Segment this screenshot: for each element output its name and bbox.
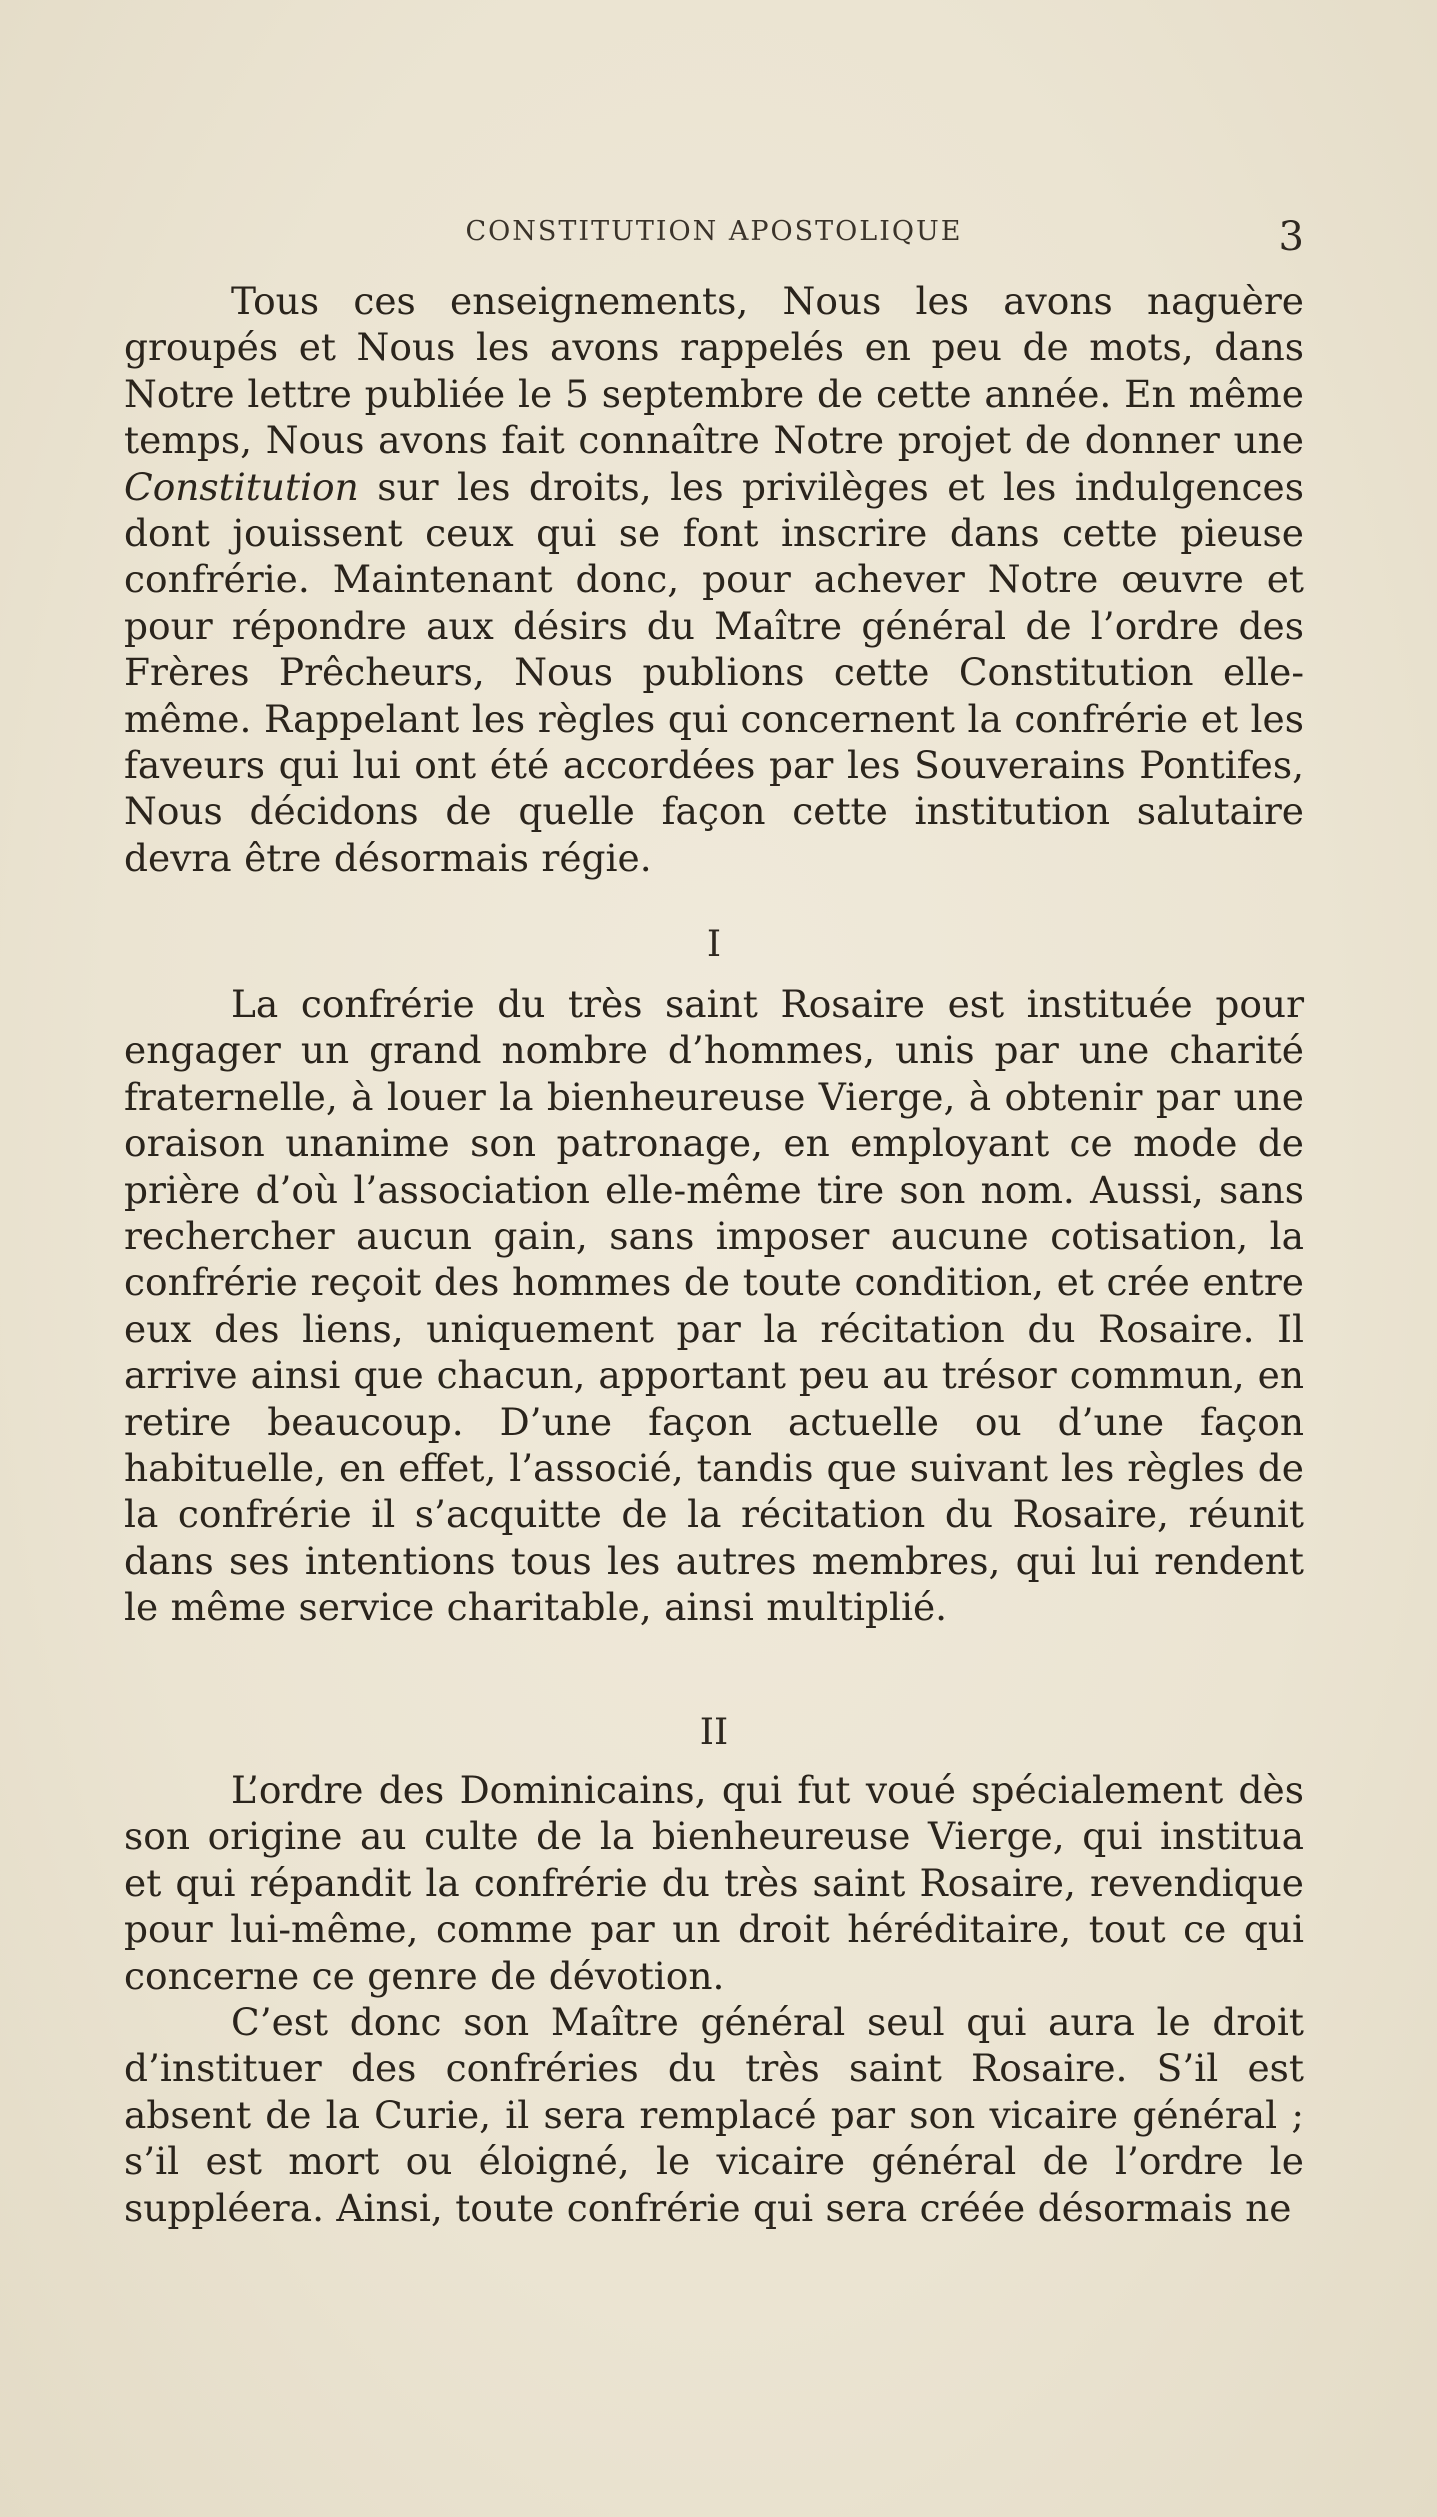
- intro-paragraphs: [124, 278, 1304, 881]
- running-header: [124, 214, 1304, 260]
- section-1-paragraph: La confrérie du très saint Rosaire est instituée pour engager un grand nombre d’hommes, unis par une charité fraternelle, à louer la bienheureuse Vierge, à obtenir par une oraison unanime son patronage, en employant ce mode de prière d’où l’association elle-même tire son nom. Aussi, sans rechercher aucun gain, sans imposer aucune cotisation, la confrérie reçoit des hommes de toute condition, et crée entre eux des liens, uniquement par la récitation du Rosaire. Il arrive ainsi que chacun, apportant peu au trésor commun, en retire beaucoup. D’une façon actuelle ou d’une façon habituelle, en effet, l’associé, tandis que suivant les règles de la confrérie il s’acquitte de la récitation du Rosaire, réunit dans ses intentions tous les autres membres, qui lui rendent le même service charitable, ainsi multiplié.: [124, 982, 1304, 1630]
- italic-term: Constitution: [124, 464, 359, 509]
- running-title: CONSTITUTION APOSTOLIQUE: [465, 216, 963, 247]
- section-2-paragraph-1: L’ordre des Dominicains, qui fut voué spécialement dès son origine au culte de la bienheureuse Vierge, qui institua et qui répandit la confrérie du très saint Rosaire, revendique pour lui-même, comme par un droit héréditaire, tout ce qui concerne ce genre de dévotion.: [124, 1768, 1304, 1998]
- section-2-paragraphs: [124, 1767, 1304, 2231]
- section-1-paragraphs: [124, 981, 1304, 1631]
- section-heading-1: I: [706, 924, 722, 965]
- intro-text-a: Tous ces enseignements, Nous les avons naguère groupés et Nous les avons rappelés en peu de mots, dans Notre lettre publiée le 5 septembre de cette année. En même temps, Nous avons fait connaître Notre projet de donner une: [124, 279, 1304, 463]
- intro-paragraph: [124, 278, 1304, 881]
- section-heading-2: II: [699, 1712, 729, 1753]
- intro-text-b: sur les droits, les privilèges et les indulgences dont jouissent ceux qui se font inscrire dans cette pieuse confrérie. Maintenant donc, pour achever Notre œuvre et pour répondre aux désirs du Maître général de l’ordre des Frères Prêcheurs, Nous publions cette Constitution elle-même. Rappelant les règles qui concernent la confrérie et les faveurs qui lui ont été accordées par les Souverains Pontifes, Nous décidons de quelle façon cette institution salutaire devra être désormais régie.: [124, 464, 1304, 880]
- section-2-paragraph-2: C’est donc son Maître général seul qui aura le droit d’instituer des confréries du très saint Rosaire. S’il est absent de la Curie, il sera remplacé par son vicaire général ; s’il est mort ou éloigné, le vicaire général de l’ordre le suppléera. Ainsi, toute confrérie qui sera créée désormais ne: [124, 2000, 1304, 2230]
- page-number: 3: [1278, 214, 1304, 260]
